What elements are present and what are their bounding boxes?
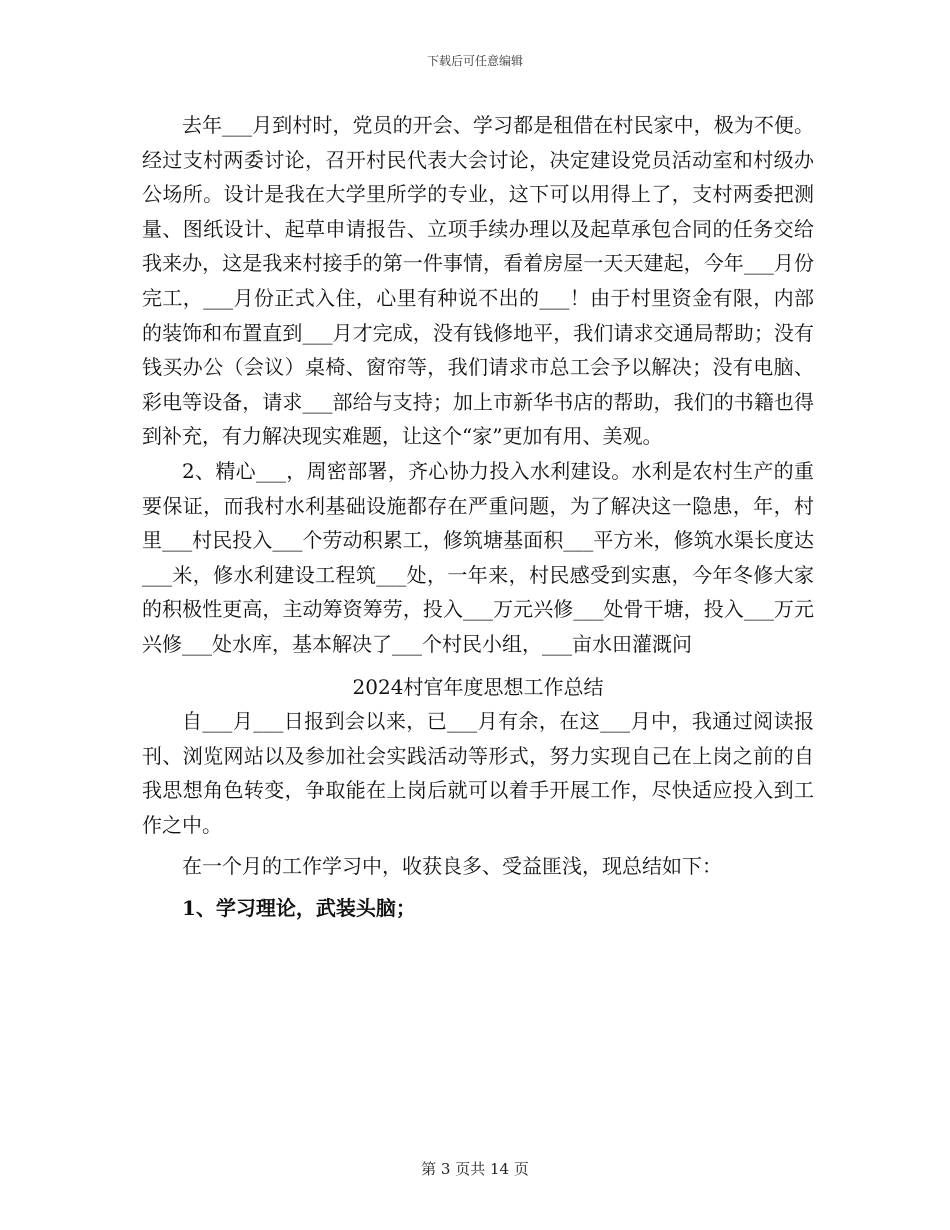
page-header: 下载后可任意编辑	[426, 54, 523, 68]
page-footer: 第 3 页共 14 页	[421, 1160, 529, 1178]
paragraph-2: 2、精心___，周密部署，齐心协力投入水利建设。水利是农村生产的重要保证，而我村水利基础设施都存在严重问题，为了解决这一隐患，年，村里___村民投入___个劳动积累工，修筑塘基面积___平方米，修筑水渠长度达___米，修水利建设工程筑___处，一年来，村民感受到实惠，今年冬修大家的积极性更高，主动筹资筹劳，投入___万元兴修___处骨干塘，投入___万元兴修___处水库，基本解决了___个村民小组，___亩水田灌溉问	[142, 458, 814, 656]
paragraph-1: 去年___月到村时，党员的开会、学习都是租借在村民家中，极为不便。经过支村两委讨论，召开村民代表大会讨论，决定建设党员活动室和村级办公场所。设计是我在大学里所学的专业，这下可以用得上了，支村两委把测量、图纸设计、起草申请报告、立项手续办理以及起草承包合同的任务交给我来办，这是我来村接手的第一件事情，看着房屋一天天建起，今年___月份完工，___月份正式入住，心里有种说不出的___！由于村里资金有限，内部的装饰和布置直到___月才完成，没有钱修地平，我们请求交通局帮助；没有钱买办公（会议）桌椅、窗帘等，我们请求市总工会予以解决；没有电脑、彩电等设备，请求___部给与支持；加上市新华书店的帮助，我们的书籍也得到补充，有力解决现实难题，让这个“家”更加有用、美观。	[142, 113, 814, 449]
paragraph-5-heading: 1、学习理论，武装头脑；	[182, 896, 416, 921]
paragraph-3: 自___月___日报到会以来，已___月有余，在这___月中，我通过阅读报刊、浏览网站以及参加社会实践活动等形式，努力实现自己在上岗之前的自我思想角色转变，争取能在上岗后就可以着手开展工作，尽快适应投入到工作之中。	[142, 709, 814, 837]
document-body	[142, 108, 814, 926]
paragraph-4: 在一个月的工作学习中，收获良多、受益匪浅，现总结如下：	[182, 854, 722, 879]
section-title: 2024村官年度思想工作总结	[352, 674, 604, 699]
